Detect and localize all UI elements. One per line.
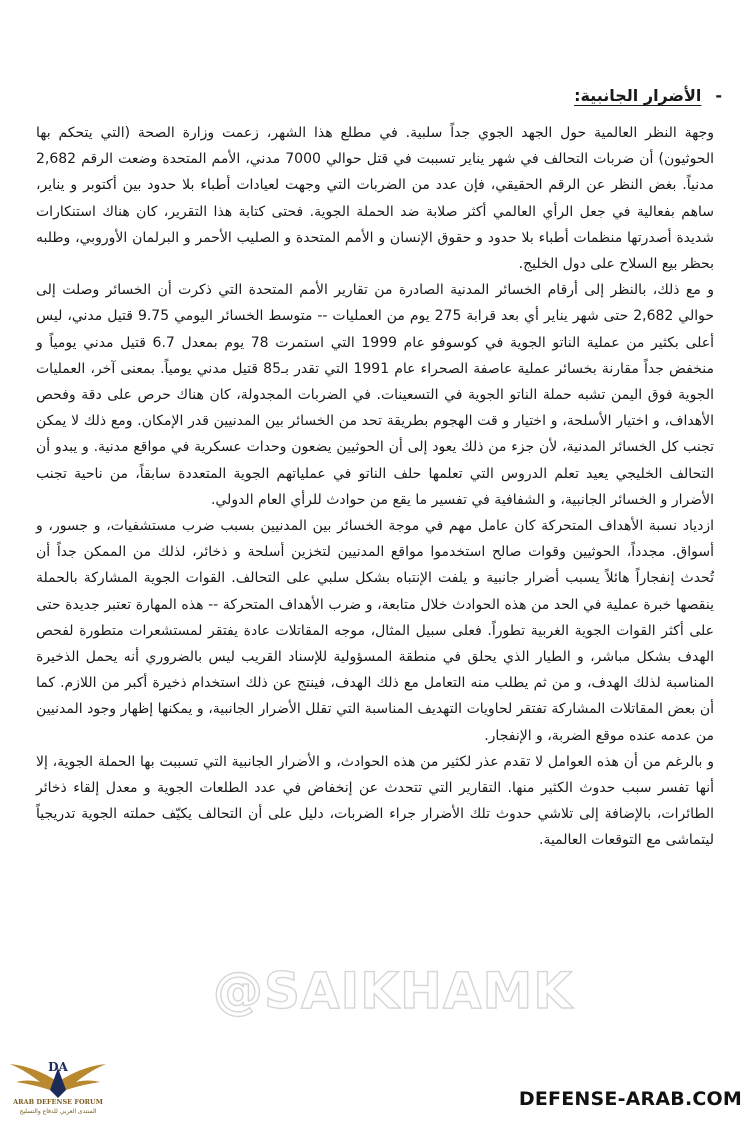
logo-name-arabic: المنتدى العربي للدفاع والتسليح: [19, 1108, 97, 1115]
paragraph: و بالرغم من أن هذه العوامل لا تقدم عذر لكثير من هذه الحوادث، و الأضرار الجانبية التي تسببت بها الحملة الجوية، إلا أنها تفسر سبب حدوث الكثير منها. التقارير التي تتحدث عن إنخفاض في عدد الطلعات الجوية و معدل إلقاء ذخائر الطائرات، بالإضافة إلى تلاشي حدوث تلك الأضرار جراء الضربات، دليل على أن التحالف يكيّف حملته الجوية تدريجياً ليتماشى مع التوقعات العالمية.: [36, 753, 714, 849]
logo-name: ARAB DEFENSE FORUM: [13, 1098, 103, 1106]
logo-mark: DA: [48, 1060, 68, 1074]
section-heading: [574, 86, 722, 105]
paragraph: ازدياد نسبة الأهداف المتحركة كان عامل مهم في موجة الخسائر بين المدنيين بسبب ضرب مستشفيات، و جسور، و أسواق. مجدداً، الحوثيين وقوات صالح استخدموا مواقع المدنيين لتخزين أسلحة و ذخائر، لذلك من الممكن جداً أن تُحدث إنفجاراً هائلاً يسبب أضرار جانبية و يلفت الإنتباه بشكل سلبي على التحالف. القوات الجوية المشاركة بالحملة ينقصها خبرة عملية في الحد من هذه الحوادث خلال متابعة، و ضرب الأهداف المتحركة -- هذه المهارة تعتبر جديدة حتى على أكثر القوات الجوية الغربية تطوراً. فعلى سبيل المثال، موجه المقاتلات عادة يفتقر لمستشعرات متطورة لفحص الهدف بشكل مباشر، و الطيار الذي يحلق في منطقة المسؤولية للإسناد القريب ليس بالضروري أنه يحمل الذخيرة المناسبة لذلك الهدف، و من ثم يطلب منه التعامل مع ذلك الهدف، فينتج عن ذلك استخدام ذخيرة أكبر من اللازم. كما أن بعض المقاتلات المشاركة تفتقر لحاويات التهديف المناسبة التي تقلل الأضرار الجانبية، و يمكنها إظهار وجود المدنيين من عدمه عنده موقع الضربة، و الإنفجار.: [36, 518, 714, 744]
site-url: DEFENSE-ARAB.COM: [518, 1088, 742, 1110]
paragraph: وجهة النظر العالمية حول الجهد الجوي جداً سلبية. في مطلع هذا الشهر، زعمت وزارة الصحة (التي يتحكم بها الحوثيون) أن ضربات التحالف في شهر يناير تسببت في قتل حوالي 7000 مدني، الأمم المتحدة وضعت الرقم 2,682 مدنياً. بغض النظر عن الرقم الحقيقي، فإن عدد من الضربات التي وجهت لعيادات أطباء بلا حدود بين أكتوبر و يناير، ساهم بفعالية في جعل الرأي العالمي أكثر صلابة ضد الحملة الجوية. فحتى كتابة هذا التقرير، كان هناك استنكارات شديدة أصدرتها منظمات أطباء بلا حدود و حقوق الإنسان و الأمم المتحدة و الصليب الأحمر و البرلمان الأوروبي، وطلبه بحظر بيع السلاح على دول الخليج.: [36, 125, 714, 273]
forum-logo: [6, 1052, 110, 1122]
heading-title: الأضرار الجانبية:: [574, 86, 702, 105]
article-body: [36, 120, 714, 854]
paragraph: و مع ذلك، بالنظر إلى أرقام الخسائر المدنية الصادرة من تقارير الأمم المتحدة التي ذكرت أن الخسائر وصلت إلى حوالي 2,682 حتى شهر يناير أي بعد قرابة 275 يوم من العمليات -- متوسط الخسائر اليومي 9.75 قتيل مدني، ليس أعلى بكثير من عملية الناتو الجوية في كوسوفو عام 1999 التي استمرت 78 يوم بمعدل 6.7 قتيل مدني يومياً و منخفض جداً مقارنة بخسائر عملية عاصفة الصحراء عام 1991 التي تقدر بـ85 قتيل مدني يومياً. بمعنى آخر، العمليات الجوية فوق اليمن تشبه حملة الناتو الجوية في التسعينات. في الضربات المجدولة، كان هناك حرص على دقة وفحص الأهداف، و اختيار الأسلحة، و اختيار و قت الهجوم بطريقة تحد من الخسائر بين المدنيين قدر الإمكان. ومع ذلك لا يمكن تجنب كل الخسائر المدنية، لأن جزء من ذلك يعود إلى أن الحوثيين يضعون وحدات عسكرية في مواقع مدنية. و يبدو أن التحالف الخليجي يعيد تعلم الدروس التي تعلمها حلف الناتو في عملياتهم الجوية المتعددة سابقاً، من ناحية تجنب الأضرار و الخسائر الجانبية، و الشفافية في تفسير ما يقع من حوادث للرأي العام الدولي.: [36, 282, 715, 508]
watermark-text: @SAIKHAMK: [212, 962, 574, 1020]
heading-bullet: -: [715, 86, 722, 105]
